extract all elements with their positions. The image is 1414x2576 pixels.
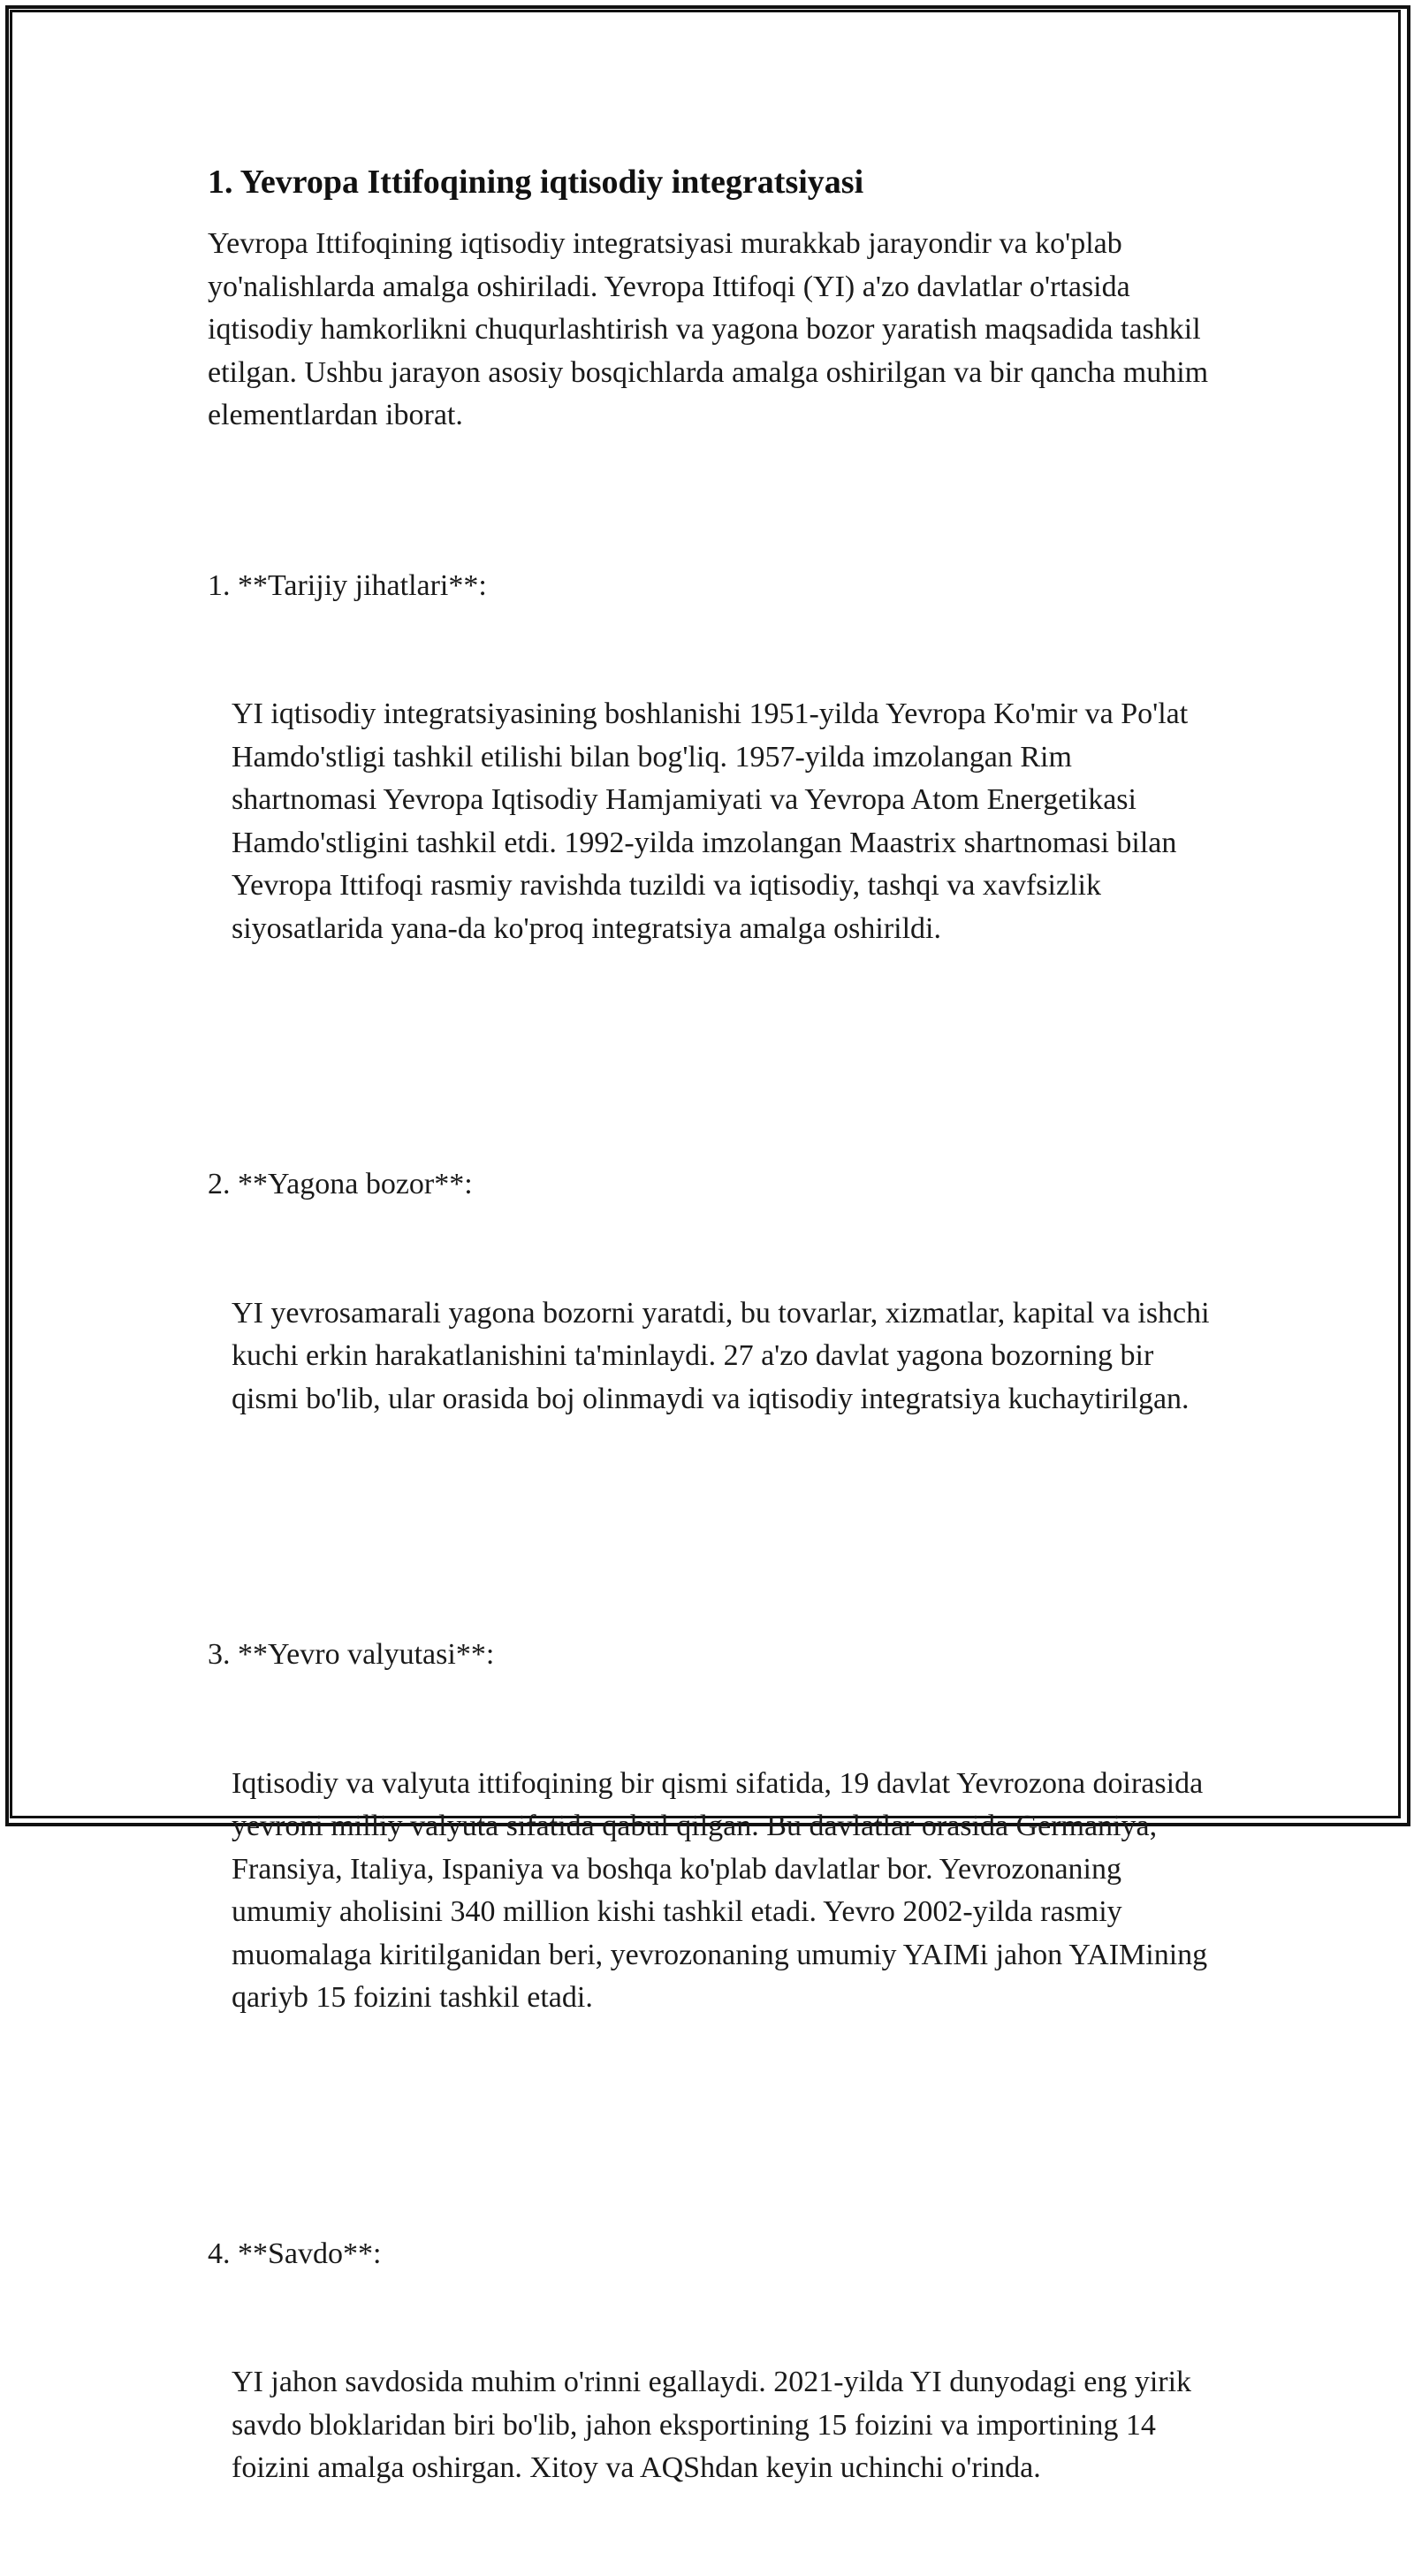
section-history	[208, 479, 1224, 1037]
section-body: Iqtisodiy va valyuta ittifoqining bir qismi sifatida, 19 davlat Yevrozona doirasida yevroni milliy valyuta sifatida qabul qilgan. Bu davlatlar orasida Germaniya, Fransiya, Italiya, Ispaniya va boshqa ko'plab davlatlar bor. Yevrozonaning umumiy aholisini 340 million kishi tashkil etadi. Yevro 2002-yilda rasmiy muomalaga kiritilganidan beri, yevrozonaning umumiy YAIMi jahon YAIMining qariyb 15 foizini tashkil etadi.	[232, 1766, 1215, 2014]
section-body: YI iqtisodiy integratsiyasining boshlanishi 1951-yilda Yevropa Ko'mir va Po'lat Hamdo'stligi tashkil etilishi bilan bog'liq. 1957-yilda imzolangan Rim shartnomasi Yevropa Iqtisodiy Hamjamiyati va Yevropa Atom Energetikasi Hamdo'stligini tashkil etdi. 1992-yilda imzolangan Maastrix shartnomasi bilan Yevropa Ittifoqi rasmiy ravishda tuzildi va iqtisodiy, tashqi va xavfsizlik siyosatlarida yana-da ko'proq integratsiya amalga oshirildi.	[232, 697, 1196, 945]
section-heading: 4. **Savdo**:	[208, 2237, 382, 2270]
intro-paragraph: Yevropa Ittifoqining iqtisodiy integratsiyasi murakkab jarayondir va ko'plab yo'nalishlarda amalga oshiriladi. Yevropa Ittifoqi (YI) a'zo davlatlar o'rtasida iqtisodiy hamkorlikni chuqurlashtirish va yagona bozor yaratish maqsadida tashkil etilgan. Ushbu jarayon asosiy bosqichlarda amalga oshirilgan va bir qancha muhim elementlardan iborat.	[208, 227, 1216, 431]
document-body	[208, 159, 1224, 2576]
section-trade	[208, 2147, 1224, 2576]
section-body: YI yevrosamarali yagona bozorni yaratdi, bu tovarlar, xizmatlar, kapital va ishchi kuchi erkin harakatlanishini ta'minlaydi. 27 a'zo davlat yagona bozorning bir qismi bo'lib, ular orasida boj olinmaydi va iqtisodiy integratsiya kuchaytirilgan.	[232, 1296, 1218, 1415]
section-heading: 1. **Tarijiy jihatlari**:	[208, 568, 487, 602]
section-euro-currency	[208, 1548, 1224, 2106]
document-title: 1. Yevropa Ittifoqining iqtisodiy integratsiyasi	[208, 164, 864, 201]
section-heading: 2. **Yagona bozor**:	[208, 1168, 473, 1200]
section-single-market	[208, 1078, 1224, 1506]
section-body: YI jahon savdosida muhim o'rinni egallaydi. 2021-yilda YI dunyodagi eng yirik savdo bloklaridan biri bo'lib, jahon eksportining 15 foizini va importining 14 foizini amalga oshirgan. Xitoy va AQShdan keyin uchinchi o'rinda.	[232, 2366, 1199, 2484]
section-heading: 3. **Yevro valyutasi**:	[208, 1638, 495, 1671]
